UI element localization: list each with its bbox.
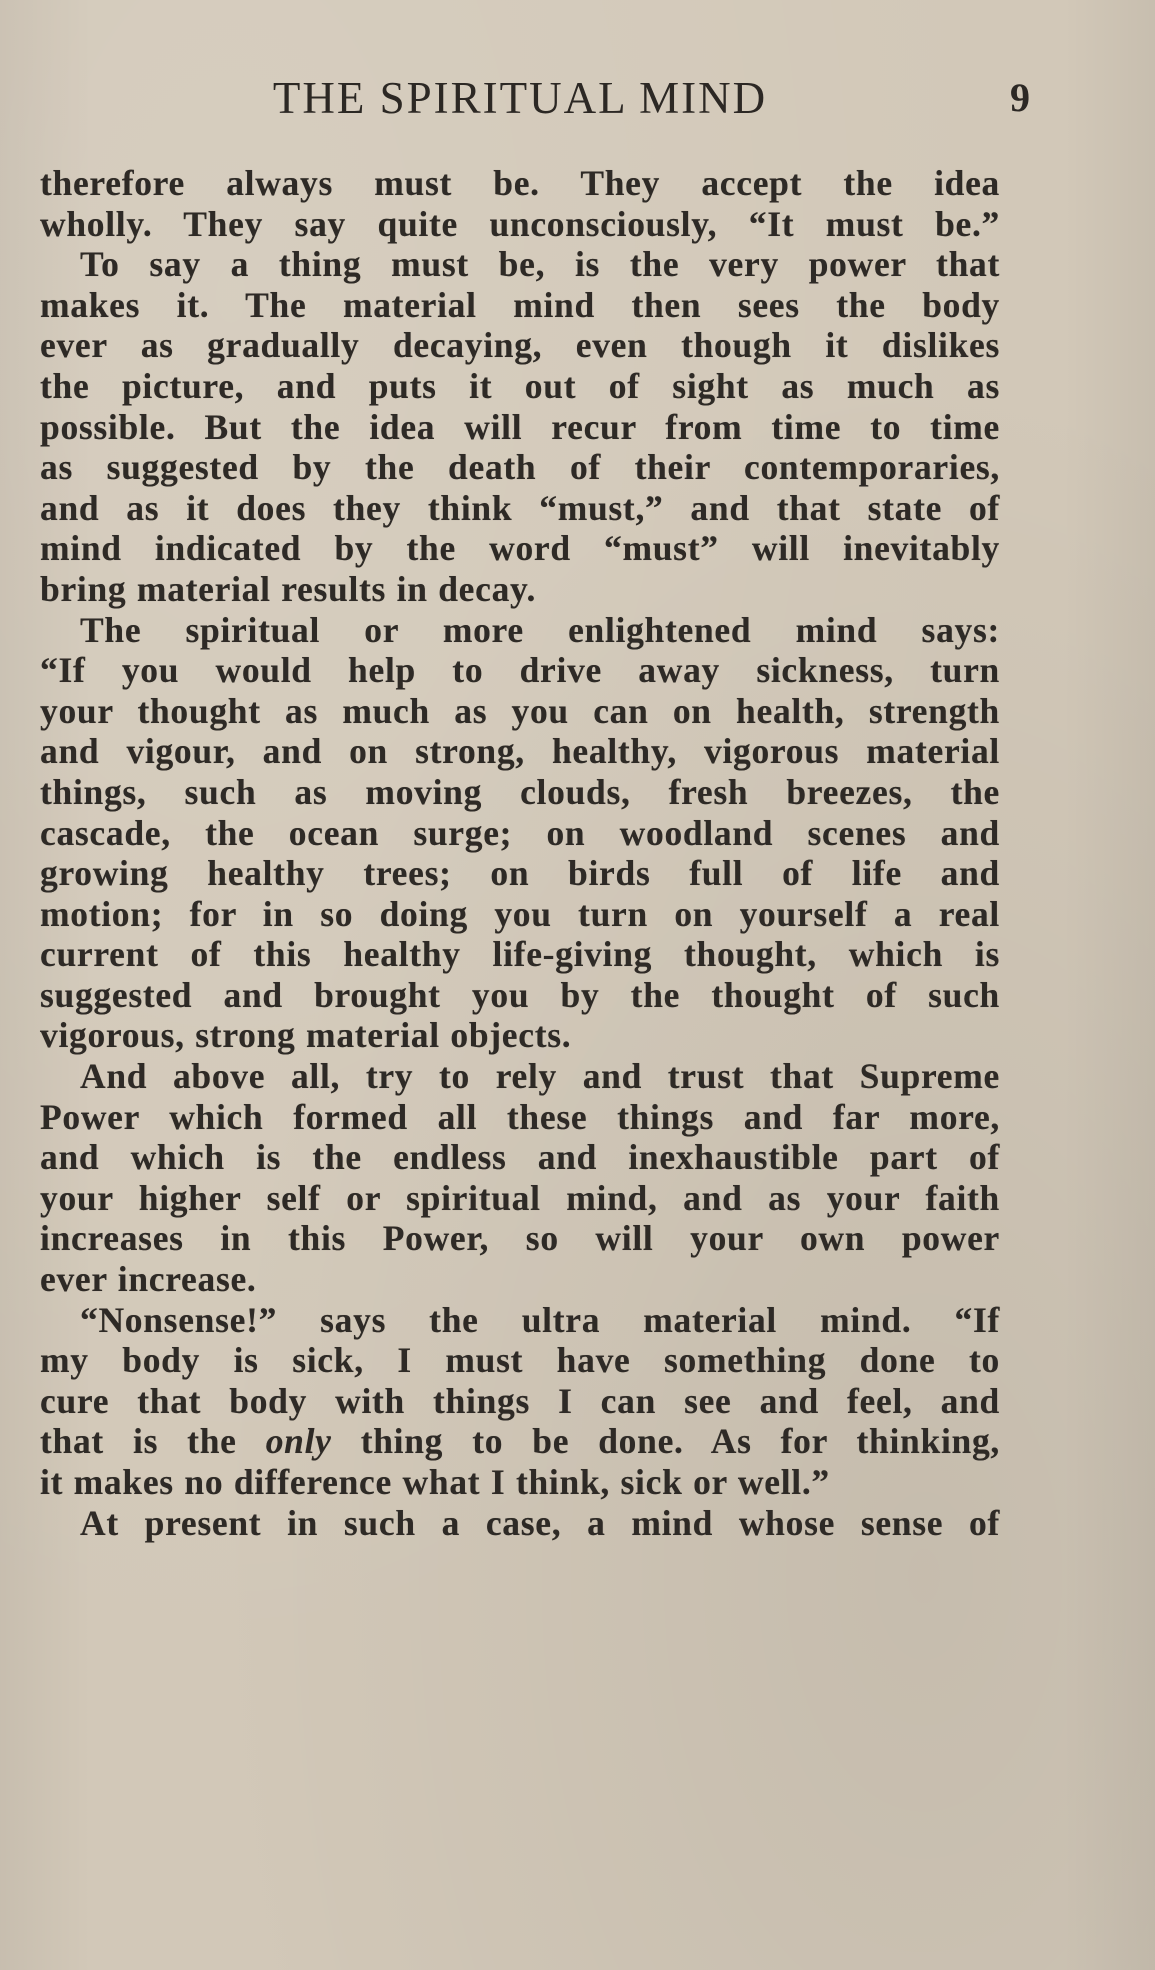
text-line: mind indicated by the word “must” will inevitably — [40, 528, 1000, 569]
text-line: cascade, the ocean surge; on woodland scenes and — [40, 812, 1000, 853]
emphasis-only: only — [265, 1421, 332, 1462]
text-fragment: thing to be done. As for thinking, — [331, 1421, 1000, 1462]
text-line: my body is sick, I must have something done to — [40, 1340, 1000, 1381]
text-line — [40, 1421, 1000, 1462]
text-line: The spiritual or more enlightened mind says: — [80, 609, 1000, 650]
text-line: your higher self or spiritual mind, and as your faith — [40, 1177, 1000, 1218]
text-line: ever as gradually decaying, even though it dislikes — [40, 325, 1000, 366]
text-line: cure that body with things I can see and feel, and — [40, 1380, 1000, 1421]
body-text — [40, 163, 1000, 1543]
text-line: vigorous, strong material objects. — [40, 1015, 572, 1056]
text-fragment: that is the — [40, 1421, 266, 1462]
text-line: and as it does they think “must,” and that state of — [40, 487, 1000, 528]
running-title: THE SPIRITUAL MIND — [272, 73, 768, 123]
running-head — [0, 72, 1155, 132]
text-line: as suggested by the death of their contemporaries, — [40, 447, 1000, 488]
text-line: things, such as moving clouds, fresh breezes, the — [40, 771, 1000, 812]
text-line: and which is the endless and inexhaustible part of — [40, 1137, 1000, 1178]
page-number: 9 — [1010, 75, 1030, 120]
text-line: motion; for in so doing you turn on yourself a real — [40, 893, 1000, 934]
text-line: makes it. The material mind then sees the body — [40, 284, 1000, 325]
text-line: Power which formed all these things and far more, — [40, 1096, 1000, 1137]
text-line: increases in this Power, so will your own power — [40, 1218, 1000, 1259]
text-line: possible. But the idea will recur from time to time — [40, 406, 1000, 447]
text-line: suggested and brought you by the thought of such — [40, 974, 1000, 1015]
text-line: growing healthy trees; on birds full of life and — [40, 853, 1000, 894]
text-line: wholly. They say quite unconsciously, “It must be.” — [40, 203, 1000, 244]
text-line: and vigour, and on strong, healthy, vigorous material — [40, 731, 1000, 772]
text-line: current of this healthy life-giving thought, which is — [40, 934, 1000, 975]
text-line: “Nonsense!” says the ultra material mind. “If — [80, 1299, 1000, 1340]
text-line: At present in such a case, a mind whose sense of — [80, 1502, 1000, 1543]
text-line: And above all, try to rely and trust that Supreme — [80, 1056, 1000, 1097]
text-line: the picture, and puts it out of sight as much as — [40, 365, 1000, 406]
text-line: bring material results in decay. — [40, 568, 537, 609]
text-line: To say a thing must be, is the very power that — [80, 244, 1000, 285]
text-line: “If you would help to drive away sickness, turn — [40, 650, 1000, 691]
text-line: therefore always must be. They accept the idea — [40, 163, 1000, 203]
text-line: ever increase. — [40, 1259, 257, 1300]
text-line: your thought as much as you can on health, strength — [40, 690, 1000, 731]
text-line: it makes no difference what I think, sick or well.” — [40, 1462, 830, 1502]
